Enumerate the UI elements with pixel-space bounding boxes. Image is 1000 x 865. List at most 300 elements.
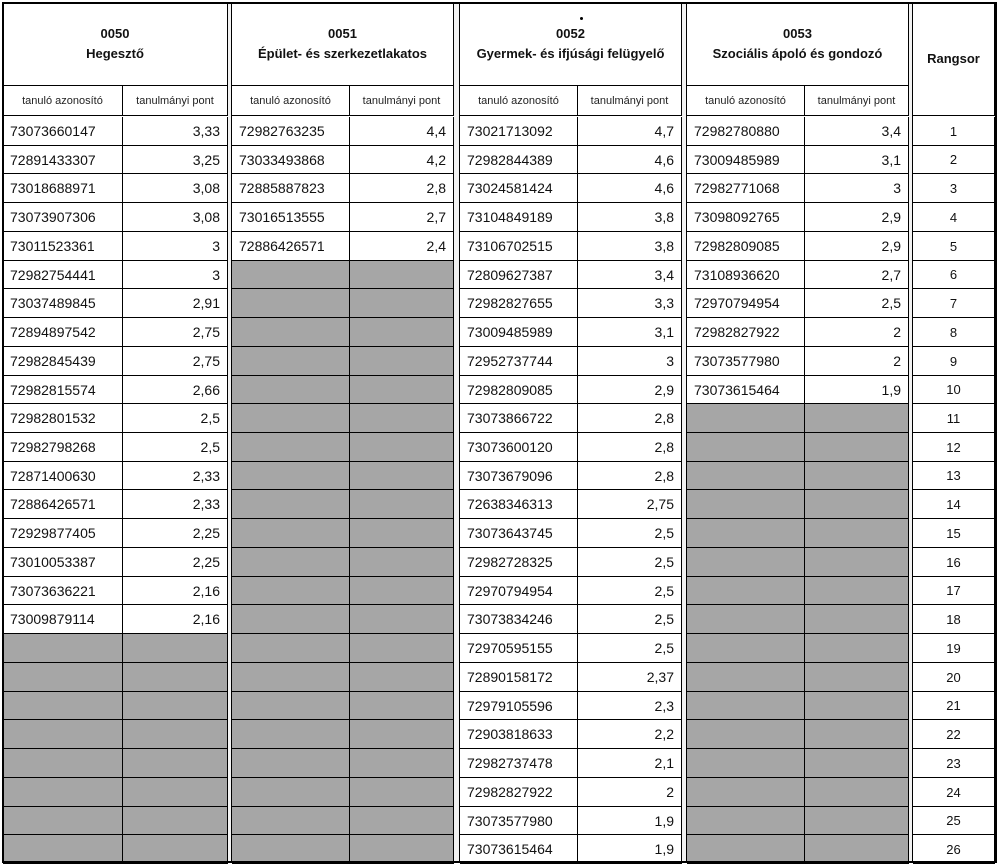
rank-number: 7 [949,295,958,311]
column-header-id-label: tanuló azonosító [705,94,786,107]
points-value: 2,5 [654,640,674,656]
student-id-cell [3,605,123,634]
points-value: 4,6 [654,151,674,168]
points-cell [805,174,909,203]
student-id-cell [687,174,805,203]
student-id-cell [687,117,805,146]
rank-cell [913,462,995,490]
empty-cell [805,807,909,835]
points-cell [578,749,682,778]
rank-number: 16 [946,554,961,570]
empty-cell [232,663,350,692]
points-cell [123,261,228,289]
student-id: 72982728325 [467,554,553,570]
points-value: 3,25 [192,151,220,168]
rank-cell [913,490,995,519]
student-id-cell [460,261,578,289]
points-value: 2,7 [426,209,446,225]
group-header [687,3,909,86]
empty-cell [350,261,454,289]
points-cell [578,261,682,289]
rank-number: 23 [946,755,961,771]
points-cell [123,548,228,577]
empty-cell [350,289,454,318]
student-id: 73104849189 [467,209,553,225]
points-value: 2 [893,353,901,369]
student-id-cell [460,778,578,807]
rank-number: 5 [949,238,958,254]
student-id: 73098092765 [694,209,780,225]
points-value: 2,5 [881,295,901,311]
student-id: 72970595155 [467,640,553,656]
rank-cell [913,318,995,347]
student-id-cell [460,433,578,462]
empty-cell [805,577,909,605]
student-id: 72809627387 [467,266,553,283]
rank-cell [913,232,995,261]
empty-cell [687,692,805,720]
empty-cell [232,462,350,490]
points-value: 2,1 [654,755,674,771]
student-id-cell [3,261,123,289]
points-cell [578,404,682,433]
rank-cell [913,835,995,864]
student-id: 72886426571 [239,238,325,254]
points-cell [578,289,682,318]
rank-cell [913,433,995,462]
empty-cell [123,749,228,778]
student-id-cell [460,807,578,835]
student-id: 72982801532 [10,410,96,426]
stray-dot [580,17,583,20]
rank-header [913,3,995,116]
points-cell [578,548,682,577]
empty-cell [232,490,350,519]
rank-number: 13 [946,468,961,483]
points-cell [578,720,682,749]
empty-cell [123,634,228,663]
points-value: 3,4 [654,266,674,283]
rank-cell [913,519,995,548]
points-cell [805,261,909,289]
student-id-cell [460,318,578,347]
column-header-points [578,86,682,116]
rank-cell [913,720,995,749]
student-id: 73033493868 [239,151,325,168]
empty-cell [350,835,454,864]
rank-cell [913,289,995,318]
student-id-cell [3,203,123,232]
points-cell [350,232,454,261]
empty-cell [805,634,909,663]
rank-cell [913,663,995,692]
rank-number: 4 [949,209,958,225]
student-id: 72982754441 [10,266,96,283]
points-value: 2,8 [654,467,674,484]
points-value: 4,7 [654,123,674,139]
student-id-cell [232,174,350,203]
column-header-id-label: tanuló azonosító [250,94,331,107]
points-cell [123,577,228,605]
points-cell [578,778,682,807]
empty-cell [232,376,350,404]
rank-cell [913,692,995,720]
empty-cell [3,749,123,778]
rank-number: 2 [949,152,958,167]
student-id-cell [687,376,805,404]
points-value: 2,7 [881,266,901,283]
empty-cell [350,462,454,490]
empty-cell [350,376,454,404]
rank-number: 12 [946,439,961,455]
points-cell [123,433,228,462]
points-cell [123,490,228,519]
student-id: 73073643745 [467,525,553,541]
points-value: 3 [212,238,220,254]
column-header-id [232,86,350,116]
student-id: 73073679096 [467,467,553,484]
student-id-cell [3,577,123,605]
student-id: 72886426571 [10,496,96,512]
student-id-cell [687,261,805,289]
student-id: 73073660147 [10,123,96,139]
student-id-cell [3,519,123,548]
points-cell [578,232,682,261]
student-id: 72982809085 [694,238,780,254]
student-id-cell [687,347,805,376]
points-cell [578,433,682,462]
student-id: 72885887823 [239,180,325,196]
student-id-cell [687,203,805,232]
points-value: 2,33 [192,496,220,512]
student-id-cell [460,720,578,749]
student-id-cell [460,692,578,720]
student-id: 72982771068 [694,180,780,196]
student-id-cell [460,634,578,663]
student-id: 73073866722 [467,410,553,426]
points-cell [805,146,909,174]
column-header-points-label: tanulmányi pont [136,94,214,107]
empty-cell [232,433,350,462]
empty-cell [123,835,228,864]
points-value: 4,2 [426,151,446,168]
points-value: 3 [666,353,674,369]
student-id: 72891433307 [10,151,96,168]
student-id-cell [460,749,578,778]
rank-number: 20 [946,669,961,685]
student-id-cell [460,577,578,605]
points-cell [578,605,682,634]
empty-cell [350,778,454,807]
points-cell [123,289,228,318]
empty-cell [805,548,909,577]
rank-number: 6 [949,267,958,282]
points-value: 3,8 [654,238,674,254]
column-header-id [687,86,805,116]
points-cell [123,146,228,174]
points-value: 2,5 [654,554,674,570]
student-id: 73073834246 [467,611,553,627]
points-cell [123,318,228,347]
points-cell [578,692,682,720]
points-value: 2,75 [192,324,220,340]
empty-cell [232,778,350,807]
points-cell [578,347,682,376]
student-id: 73073636221 [10,582,96,599]
empty-cell [232,720,350,749]
empty-cell [350,577,454,605]
points-cell [578,318,682,347]
student-id: 73073615464 [694,381,780,398]
points-cell [805,376,909,404]
empty-cell [687,749,805,778]
empty-cell [232,519,350,548]
points-value: 1,9 [654,841,674,857]
student-id: 72982827655 [467,295,553,311]
points-value: 2,5 [654,611,674,627]
student-id: 72638346313 [467,496,553,512]
student-id-cell [3,232,123,261]
student-id: 72982827922 [467,784,553,800]
empty-cell [232,634,350,663]
empty-cell [3,835,123,864]
student-id-cell [3,318,123,347]
points-value: 2 [893,324,901,340]
points-value: 2,3 [654,697,674,714]
student-id: 73073577980 [694,353,780,369]
empty-cell [350,663,454,692]
empty-cell [3,807,123,835]
student-id-cell [460,376,578,404]
empty-cell [350,490,454,519]
rank-number: 3 [949,180,958,196]
rank-cell [913,261,995,289]
student-id: 73037489845 [10,295,96,311]
points-cell [123,519,228,548]
student-id: 72952737744 [467,353,553,369]
student-id-cell [460,347,578,376]
points-value: 2,5 [200,439,220,455]
student-id: 73021713092 [467,123,553,139]
empty-cell [350,404,454,433]
empty-cell [123,807,228,835]
empty-cell [350,318,454,347]
student-id: 72982737478 [467,755,553,771]
column-header-points-label: tanulmányi pont [590,94,669,107]
points-value: 2,5 [654,525,674,541]
student-id-cell [460,835,578,864]
points-value: 2,25 [192,554,220,570]
rank-number: 17 [946,583,961,598]
rank-cell [913,548,995,577]
points-cell [350,203,454,232]
empty-cell [805,835,909,864]
student-id: 73009485989 [694,151,780,168]
group-header [3,3,228,86]
empty-cell [687,577,805,605]
empty-cell [3,692,123,720]
points-value: 3 [212,266,220,283]
student-id-cell [3,548,123,577]
empty-cell [805,462,909,490]
points-value: 3,3 [654,295,674,311]
empty-cell [3,663,123,692]
rank-number: 8 [949,324,958,340]
student-id: 73073615464 [467,841,553,857]
student-id: 72890158172 [467,669,553,685]
points-cell [578,519,682,548]
points-value: 2,66 [192,381,220,398]
empty-cell [805,404,909,433]
empty-cell [350,519,454,548]
points-value: 2,9 [881,209,901,225]
rank-number: 21 [946,698,961,713]
points-cell [578,807,682,835]
student-id-cell [3,490,123,519]
student-id-cell [460,232,578,261]
empty-cell [805,490,909,519]
points-cell [805,347,909,376]
points-cell [578,117,682,146]
empty-cell [687,462,805,490]
student-id-cell [460,174,578,203]
points-value: 3,1 [881,151,901,168]
empty-cell [232,835,350,864]
student-id: 73024581424 [467,180,553,196]
student-id-cell [232,232,350,261]
points-cell [578,146,682,174]
points-value: 2,8 [654,439,674,455]
column-header-points-label: tanulmányi pont [362,94,441,107]
rank-number: 25 [946,813,961,828]
student-id-cell [460,146,578,174]
points-value: 2,75 [646,496,674,512]
points-value: 2,16 [192,582,220,599]
empty-cell [805,663,909,692]
student-id-cell [460,605,578,634]
student-id-cell [3,117,123,146]
student-id: 72982844389 [467,151,553,168]
student-id: 73010053387 [10,554,96,570]
points-cell [805,232,909,261]
points-value: 3,4 [881,123,901,139]
points-value: 2,2 [654,726,674,742]
points-cell [123,174,228,203]
student-id-cell [3,376,123,404]
points-cell [123,605,228,634]
rank-cell [913,146,995,174]
points-cell [350,117,454,146]
rank-number: 24 [946,784,961,800]
student-id-cell [460,117,578,146]
empty-cell [805,720,909,749]
student-id: 72982809085 [467,381,553,398]
student-id-cell [687,318,805,347]
rank-number: 10 [946,382,961,397]
student-id: 72871400630 [10,467,96,484]
points-value: 3 [893,180,901,196]
empty-cell [232,548,350,577]
rank-cell [913,174,995,203]
empty-cell [350,548,454,577]
points-value: 2,25 [192,525,220,541]
student-id-cell [3,404,123,433]
points-value: 2,5 [654,582,674,599]
group-name: Hegesztő [86,46,144,61]
empty-cell [687,519,805,548]
student-id-cell [3,433,123,462]
column-header-points [123,86,228,116]
student-id-cell [460,203,578,232]
points-value: 2,75 [192,353,220,369]
rank-number: 14 [946,496,961,512]
empty-cell [232,347,350,376]
rank-cell [913,778,995,807]
points-cell [350,146,454,174]
column-header-id-label: tanuló azonosító [478,94,559,107]
student-id: 72903818633 [467,726,553,742]
student-id-cell [460,289,578,318]
empty-cell [350,720,454,749]
empty-cell [350,749,454,778]
points-value: 4,4 [426,123,446,139]
rank-number: 1 [949,123,958,139]
student-id: 73106702515 [467,238,553,254]
student-id: 72982815574 [10,381,96,398]
rank-cell [913,634,995,663]
group-code: 0053 [783,26,812,41]
column-header-points [805,86,909,116]
student-id: 72982763235 [239,123,325,139]
group-code: 0052 [556,26,585,41]
empty-cell [3,634,123,663]
empty-cell [805,749,909,778]
group-name: Gyermek- és ifjúsági felügyelő [476,46,665,61]
points-cell [578,835,682,864]
student-id: 72982827922 [694,324,780,340]
student-id: 73011523361 [10,238,95,254]
points-value: 3,8 [654,209,674,225]
empty-cell [232,577,350,605]
group-code: 0050 [100,26,130,41]
rank-cell [913,404,995,433]
student-id: 72970794954 [467,582,553,599]
empty-cell [687,433,805,462]
student-id: 73009485989 [467,324,553,340]
points-cell [805,203,909,232]
points-cell [578,634,682,663]
points-value: 2,16 [192,611,220,627]
rank-cell [913,376,995,404]
rank-number: 9 [949,353,958,369]
empty-cell [805,519,909,548]
points-cell [578,174,682,203]
empty-cell [350,807,454,835]
points-cell [350,174,454,203]
points-value: 2,5 [200,410,220,426]
student-id-cell [3,347,123,376]
student-id: 72970794954 [694,295,780,311]
points-value: 2,8 [654,410,674,426]
student-id: 73073907306 [10,209,96,225]
student-id-cell [232,117,350,146]
student-id-cell [460,519,578,548]
points-cell [123,203,228,232]
student-id-cell [3,146,123,174]
empty-cell [3,778,123,807]
rank-number: 15 [946,525,961,541]
rank-number: 19 [946,640,961,656]
